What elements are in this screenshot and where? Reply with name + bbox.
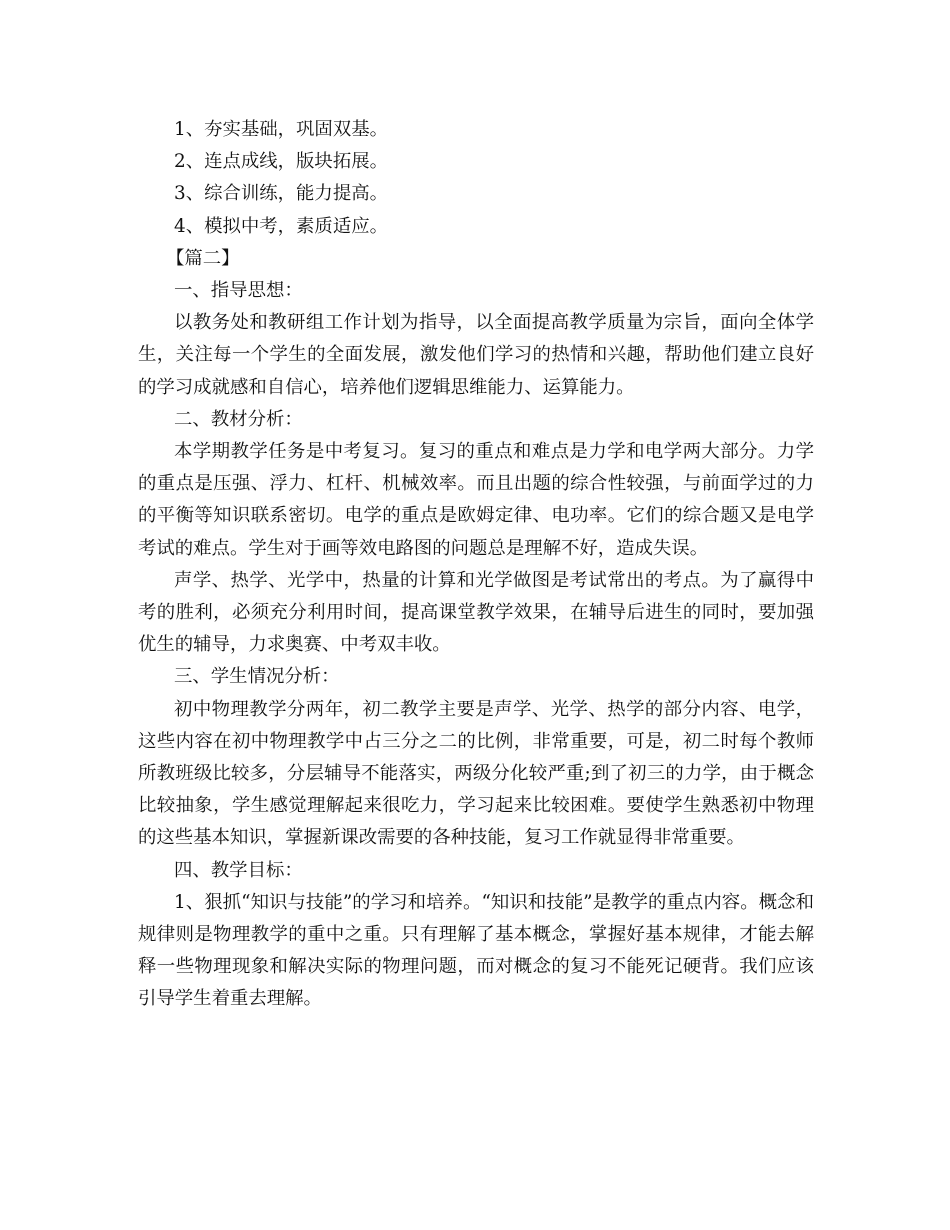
document-body: [138, 114, 814, 1016]
paragraph-textbook-analysis-2: 声学、热学、光学中，热量的计算和光学做图是考试常出的考点。为了赢得中考的胜利，必须充分利用时间，提高课堂教学效果，在辅导后进生的同时，要加强优生的辅导，力求奥赛、中考双丰收。: [138, 569, 814, 656]
list-item-2: 2、连点成线，版块拓展。: [174, 151, 388, 173]
heading-teaching-goals: 四、教学目标：: [174, 859, 303, 881]
list-item-3: 3、综合训练，能力提高。: [174, 183, 388, 205]
heading-guiding-ideas: 一、指导思想：: [174, 280, 303, 302]
section-title-part-two: 【篇二】: [166, 247, 240, 269]
list-item-4: 4、模拟中考，素质适应。: [174, 215, 388, 237]
heading-student-analysis: 三、学生情况分析：: [174, 666, 340, 688]
paragraph-student-analysis: 初中物理教学分两年，初二教学主要是声学、光学、热学的部分内容、电学，这些内容在初中物理教学中占三分之二的比例，非常重要，可是，初二时每个教师所教班级比较多，分层辅导不能落实，两级分化较严重;到了初三的力学，由于概念比较抽象，学生感觉理解起来很吃力，学习起来比较困难。要使学生熟悉初中物理的这些基本知识，掌握新课改需要的各种技能，复习工作就显得非常重要。: [138, 698, 814, 849]
paragraph-teaching-goals-1: 1、狠抓“知识与技能”的学习和培养。“知识和技能”是教学的重点内容。概念和规律则是物理教学的重中之重。只有理解了基本概念，掌握好基本规律，才能去解释一些物理现象和解决实际的物理问题，而对概念的复习不能死记硬背。我们应该引导学生着重去理解。: [138, 891, 814, 1010]
paragraph-guiding-ideas: 以教务处和教研组工作计划为指导，以全面提高教学质量为宗旨，面向全体学生，关注每一个学生的全面发展，激发他们学习的热情和兴趣，帮助他们建立良好的学习成就感和自信心，培养他们逻辑思维能力、运算能力。: [138, 312, 814, 398]
heading-textbook-analysis: 二、教材分析：: [174, 408, 303, 430]
paragraph-textbook-analysis-1: 本学期教学任务是中考复习。复习的重点和难点是力学和电学两大部分。力学的重点是压强、浮力、杠杆、机械效率。而且出题的综合性较强，与前面学过的力的平衡等知识联系密切。电学的重点是欧姆定律、电功率。它们的综合题又是电学考试的难点。学生对于画等效电路图的问题总是理解不好，造成失误。: [138, 441, 814, 559]
list-item-1: 1、夯实基础，巩固双基。: [174, 119, 388, 140]
